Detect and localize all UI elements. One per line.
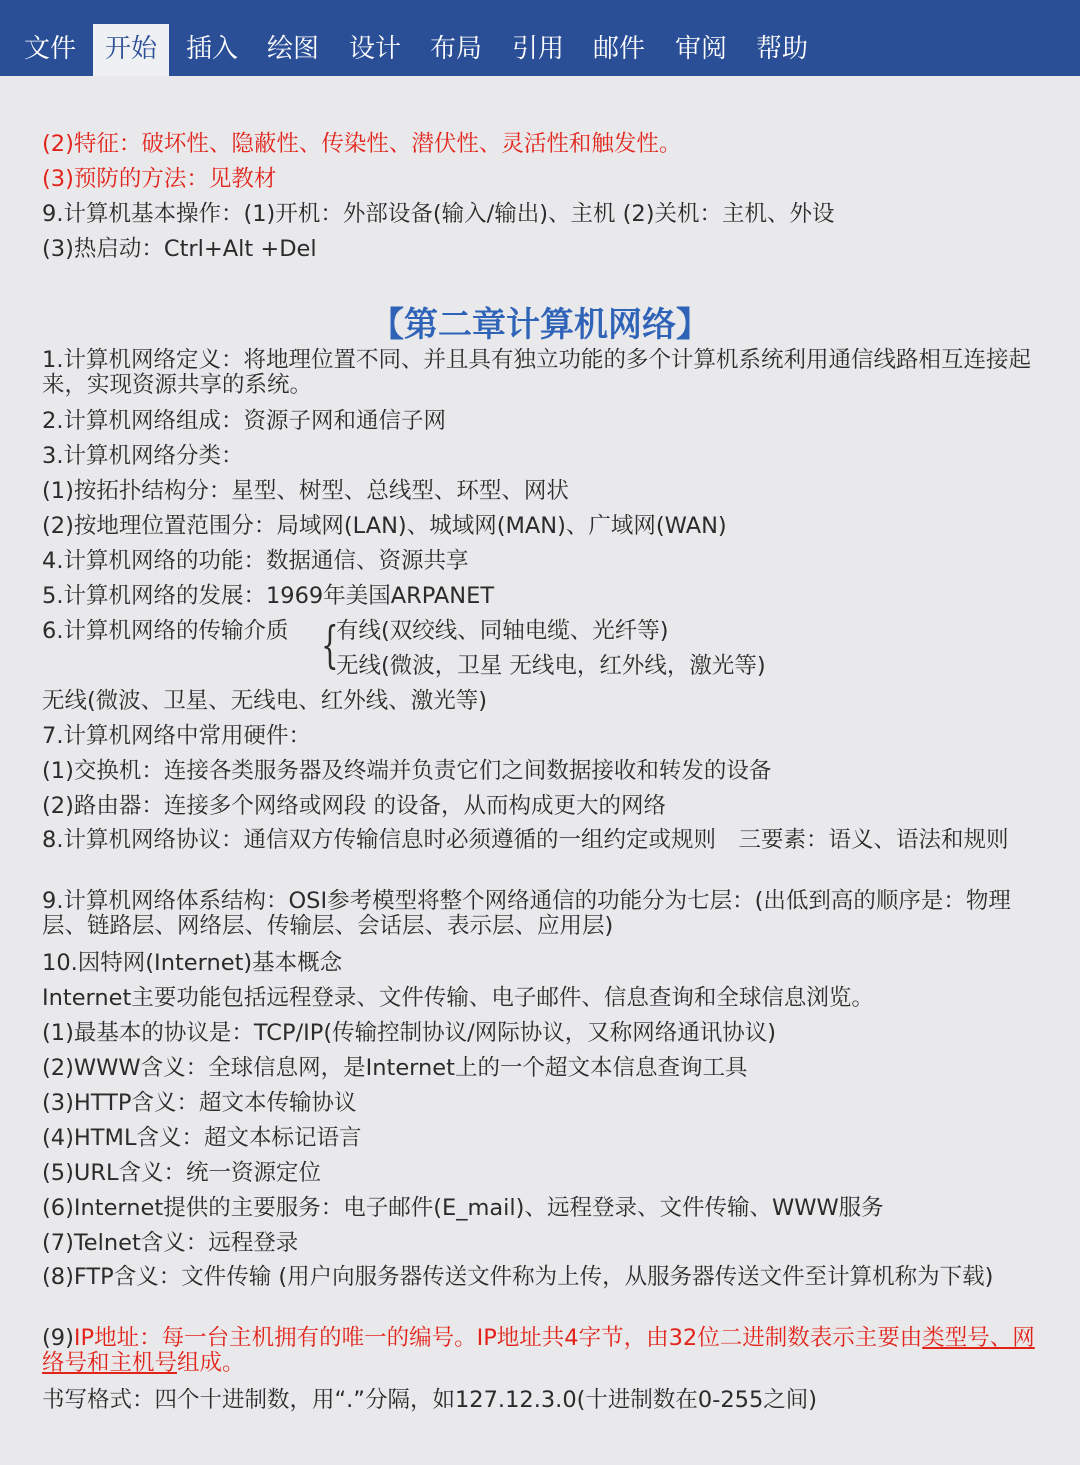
basic-ops-line: 9.计算机基本操作：(1)开机：外部设备(输入/输出)、主机 (2)关机：主机、外设	[42, 201, 835, 227]
media-wireless: 无线(微波，卫星 无线电，红外线，激光等)	[336, 653, 766, 679]
topology-line: (1)按拓扑结构分：星型、树型、总线型、环型、网状	[42, 478, 569, 504]
ftp-line: (8)FTP含义：文件传输 (用户向服务器传送文件称为上传，从服务器传送文件至计算机称为下载)	[42, 1264, 994, 1290]
internet-basic-line: 10.因特网(Internet)基本概念	[42, 950, 343, 976]
router-line: (2)路由器：连接多个网络或网段 的设备，从而构成更大的网络	[42, 793, 667, 819]
switch-line: (1)交换机：连接各类服务器及终端并负责它们之间数据接收和转发的设备	[42, 758, 772, 784]
media-label: 6.计算机网络的传输介质	[42, 618, 289, 644]
geo-range-line: (2)按地理位置范围分：局域网(LAN)、城域网(MAN)、广域网(WAN)	[42, 513, 727, 539]
tcpip-line: (1)最基本的协议是：TCP/IP(传输控制协议/网际协议，又称网络通讯协议)	[42, 1020, 776, 1046]
tab-references[interactable]: 引用	[512, 34, 565, 64]
brace-icon: {	[321, 616, 339, 674]
net-composition-line: 2.计算机网络组成：资源子网和通信子网	[42, 408, 446, 434]
ribbon-bar	[0, 0, 1080, 76]
ip-parts: 类型号、网络号和主机号	[42, 1325, 1035, 1376]
tab-design[interactable]: 设计	[349, 34, 402, 64]
net-function-line: 4.计算机网络的功能：数据通信、资源共享	[42, 548, 469, 574]
media-wired: 有线(双绞线、同轴电缆、光纤等)	[336, 618, 669, 644]
tab-mailings[interactable]: 邮件	[593, 34, 646, 64]
tab-file[interactable]: 文件	[24, 34, 77, 64]
tab-help[interactable]: 帮助	[756, 34, 809, 64]
tab-draw[interactable]: 绘图	[267, 34, 320, 64]
wireless-line: 无线(微波、卫星、无线电、红外线、激光等)	[42, 688, 488, 714]
ip-prefix: (9)	[42, 1325, 74, 1351]
tab-layout[interactable]: 布局	[430, 34, 483, 64]
net-classification-line: 3.计算机网络分类：	[42, 443, 244, 469]
tab-insert[interactable]: 插入	[186, 34, 239, 64]
warm-boot-line: (3)热启动：Ctrl+Alt +Del	[42, 236, 317, 262]
net-development-line: 5.计算机网络的发展：1969年美国ARPANET	[42, 583, 495, 609]
virus-prevention-line: (3)预防的方法：见教材	[42, 166, 277, 192]
architecture-line: 9.计算机网络体系结构：OSI参考模型将整个网络通信的功能分为七层：(出低到高的顺序是：物理层、链路层、网络层、传输层、会话层、表示层、应用层)	[42, 888, 1011, 939]
ip-description: IP地址：每一台主机拥有的唯一的编号。IP地址共4字节，由32位二进制数表示主要由	[73, 1325, 923, 1351]
http-line: (3)HTTP含义：超文本传输协议	[42, 1090, 357, 1116]
www-line: (2)WWW含义：全球信息网，是Internet上的一个超文本信息查询工具	[42, 1055, 748, 1081]
protocol-line: 8.计算机网络协议：通信双方传输信息时必须遵循的一组约定或规则 三要素：语义、语法和规则	[42, 827, 1009, 853]
html-line: (4)HTML含义：超文本标记语言	[42, 1125, 362, 1151]
ip-end: 组成。	[177, 1350, 245, 1376]
net-definition-line: 1.计算机网络定义：将地理位置不同、并且具有独立功能的多个计算机系统利用通信线路相互连接起来，实现资源共享的系统。	[42, 347, 1031, 398]
hardware-line: 7.计算机网络中常用硬件：	[42, 723, 311, 749]
write-format-line: 书写格式：四个十进制数，用“.”分隔，如127.12.3.0(十进制数在0-255之间)	[42, 1387, 818, 1413]
internet-function-line: Internet主要功能包括远程登录、文件传输、电子邮件、信息查询和全球信息浏览。	[42, 985, 874, 1011]
url-line: (5)URL含义：统一资源定位	[42, 1160, 322, 1186]
chapter-title: 【第二章计算机网络】	[370, 305, 710, 345]
tab-review[interactable]: 审阅	[675, 34, 728, 64]
ip-address-line	[42, 1326, 1042, 1376]
telnet-line: (7)Telnet含义：远程登录	[42, 1230, 299, 1256]
virus-features-line: (2)特征：破坏性、隐蔽性、传染性、潜伏性、灵活性和触发性。	[42, 131, 682, 157]
document-body	[0, 76, 1080, 1465]
tab-home[interactable]: 开始	[93, 24, 169, 76]
services-line: (6)Internet提供的主要服务：电子邮件(E_mail)、远程登录、文件传输、WWW服务	[42, 1195, 884, 1221]
